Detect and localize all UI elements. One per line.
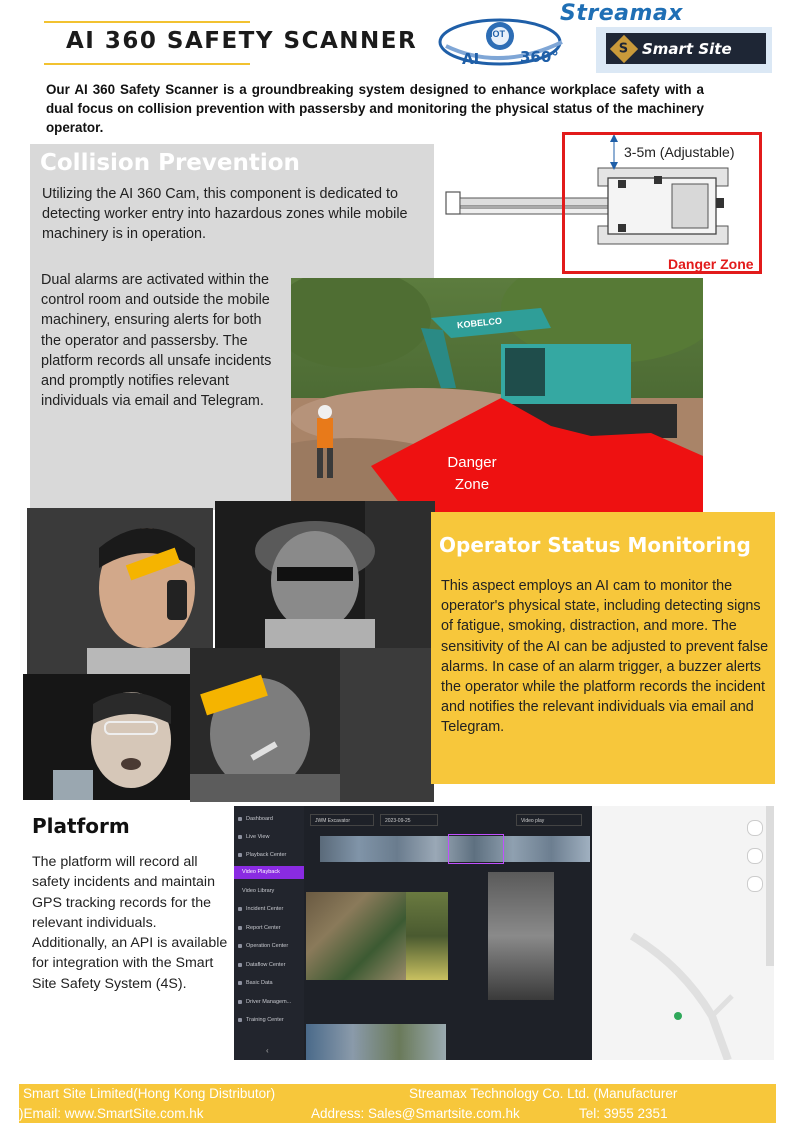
dash-menu-basic-data: Basic Data bbox=[238, 980, 273, 986]
operator-photo-helmet bbox=[215, 501, 435, 661]
smartsite-badge bbox=[606, 33, 766, 64]
photo-danger-zone-line2: Zone bbox=[454, 476, 490, 493]
photo-danger-zone-line1: Danger bbox=[447, 454, 497, 471]
map-driver-icon bbox=[747, 848, 763, 864]
collision-paragraph-1: Utilizing the AI 360 Cam, this component is dedicated to detecting worker entry into hazardous zones while mobile machinery is in operation. bbox=[42, 186, 408, 243]
dash-mode-select: Video play bbox=[516, 814, 582, 826]
title-rule-bottom bbox=[44, 63, 250, 65]
platform-dashboard-screenshot bbox=[234, 806, 774, 1060]
dash-menu-dataflow-center: Dataflow Center bbox=[238, 962, 285, 968]
operator-paragraph: This aspect employs an AI cam to monitor the operator's physical state, including detecting signs of fatigue, smoking, distraction, and more. The sensitivity of the AI can be adjusted to prevent false alarms. In case of an alarm trigger, a buzzer alerts the operator while the platform records the incident and notifies the relevant individuals via email and Telegram. bbox=[441, 578, 769, 736]
ai360-eye-label: IOT bbox=[490, 29, 505, 39]
map-truck-icon bbox=[747, 820, 763, 836]
excavator-site-photo bbox=[291, 278, 703, 518]
collision-paragraph-2: Dual alarms are activated within the control room and outside the mobile machinery, ensuring alerts for both the operator and passersby. The platform records all unsafe incidents and promptly notifies relevant individuals via email and Telegram. bbox=[41, 272, 272, 410]
dash-video-tile-2 bbox=[406, 892, 448, 980]
footer-bar bbox=[19, 1084, 776, 1123]
diagram-distance-label: 3-5m (Adjustable) bbox=[624, 144, 735, 160]
dash-menu-report-center: Report Center bbox=[238, 925, 281, 931]
operator-photo-smoking bbox=[190, 648, 434, 802]
dash-menu-training-center: Training Center bbox=[238, 1017, 284, 1023]
smartsite-badge-label: Smart Site bbox=[642, 39, 732, 58]
dash-menu-video-playback-label: Video Playback bbox=[242, 869, 280, 875]
dash-menu-dashboard: Dashboard bbox=[238, 816, 273, 822]
operator-photo-phone bbox=[27, 508, 213, 678]
dash-video-tile-3 bbox=[488, 872, 554, 1000]
streamax-logo: Streamax bbox=[560, 1, 683, 26]
dash-menu-incident-center: Incident Center bbox=[238, 906, 283, 912]
smartsite-logo-icon bbox=[610, 34, 638, 62]
map-alert-icon bbox=[747, 876, 763, 892]
dash-menu-playback-center: Playback Center bbox=[238, 852, 286, 858]
footer-tel: Tel: 3955 2351 bbox=[579, 1106, 668, 1121]
ai360-logo bbox=[436, 12, 572, 70]
footer-address: Address: Sales@Smartsite.com.hk bbox=[311, 1106, 520, 1121]
dash-menu-driver-management: Driver Managem... bbox=[238, 999, 291, 1005]
intro-paragraph: Our AI 360 Safety Scanner is a groundbreaking system designed to enhance workplace safety with a dual focus on collision prevention with passersby and monitoring the physical status of the machinery operator. bbox=[46, 82, 704, 135]
dash-collapse-icon: ‹ bbox=[266, 1046, 269, 1055]
dash-thumbnail-selected bbox=[448, 834, 504, 864]
dash-menu-video-library: Video Library bbox=[242, 888, 275, 894]
dash-menu-live-view: Live View bbox=[238, 834, 269, 840]
platform-paragraph: The platform will record all safety incidents and maintain GPS tracking records for the relevant individuals. Additionally, an API is available for integration with the Smart Site Safety System (4S). bbox=[32, 854, 228, 992]
dash-video-tile-4 bbox=[306, 1024, 446, 1060]
operator-photo-fatigue bbox=[23, 674, 191, 800]
operator-title: Operator Status Monitoring bbox=[439, 533, 751, 557]
smartsite-logo-mark: S bbox=[619, 41, 629, 56]
platform-title: Platform bbox=[32, 814, 130, 838]
footer-distributor: Smart Site Limited(Hong Kong Distributor) bbox=[23, 1086, 276, 1101]
footer-email: )Email: www.SmartSite.com.hk bbox=[19, 1106, 204, 1121]
title-rule-top bbox=[44, 21, 250, 23]
ai360-left-label: AI bbox=[462, 50, 480, 68]
footer-manufacturer: Streamax Technology Co. Ltd. (Manufacturer bbox=[409, 1086, 678, 1101]
dash-menu-operation-center: Operation Center bbox=[238, 943, 288, 949]
diagram-danger-zone-label: Danger Zone bbox=[668, 256, 754, 272]
photo-danger-zone-label bbox=[437, 452, 507, 496]
excavator-brand-label: KOBELCO bbox=[456, 315, 503, 331]
ai360-right-label: 360° bbox=[520, 48, 559, 66]
dash-date-field: 2023-09-25 bbox=[380, 814, 438, 826]
collision-title: Collision Prevention bbox=[40, 150, 300, 176]
dash-map-panel bbox=[592, 806, 774, 1060]
dash-video-tile-1 bbox=[306, 892, 406, 980]
page-title: AI 360 SAFETY SCANNER bbox=[66, 28, 418, 54]
dash-vehicle-select: JWM Excavator bbox=[310, 814, 374, 826]
